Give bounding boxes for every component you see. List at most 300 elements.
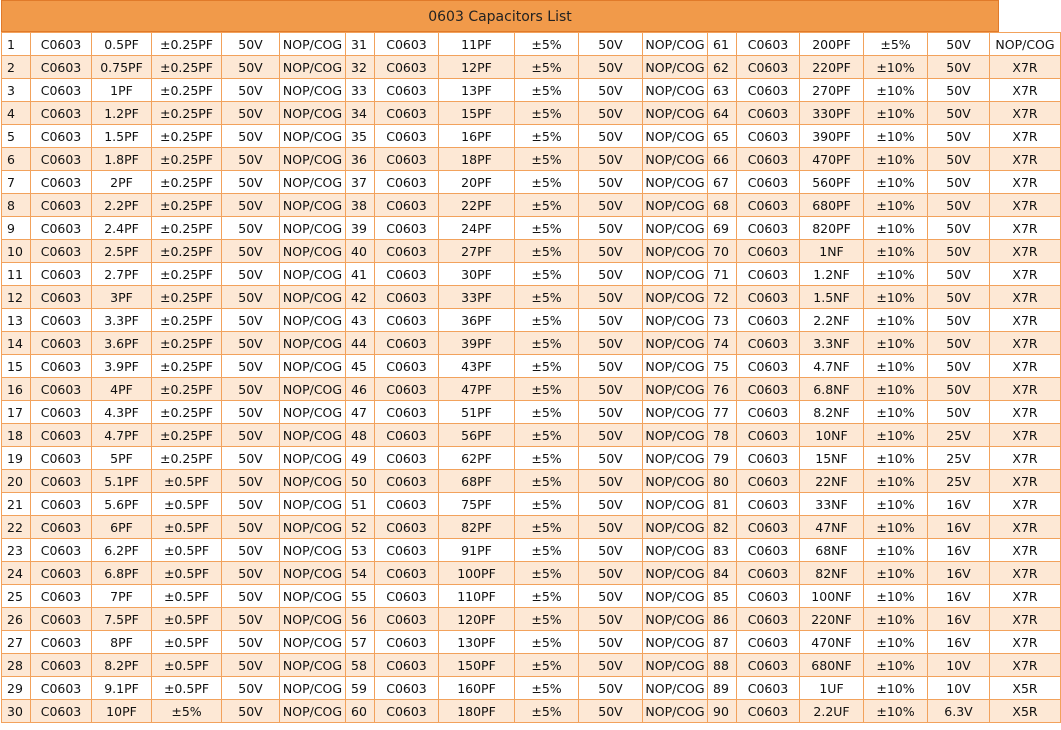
table-row — [2, 424, 1061, 447]
cell-dielectric: NOP/COG — [643, 447, 708, 470]
cell-dielectric: NOP/COG — [643, 608, 708, 631]
cell-index: 47 — [346, 401, 375, 424]
cell-dielectric: NOP/COG — [643, 33, 708, 56]
cell-package: C0603 — [31, 355, 92, 378]
cell-tolerance: ±5% — [515, 309, 579, 332]
cell-package: C0603 — [31, 102, 92, 125]
cell-capacitance: 8.2PF — [92, 654, 152, 677]
cell-tolerance: ±5% — [515, 447, 579, 470]
cell-index: 69 — [708, 217, 737, 240]
cell-package: C0603 — [31, 608, 92, 631]
cell-capacitance: 1.2NF — [800, 263, 864, 286]
cell-dielectric: NOP/COG — [643, 217, 708, 240]
cell-dielectric: X7R — [990, 470, 1061, 493]
cell-index: 2 — [2, 56, 31, 79]
cell-package: C0603 — [737, 263, 800, 286]
cell-tolerance: ±5% — [515, 33, 579, 56]
cell-index: 79 — [708, 447, 737, 470]
cell-voltage: 50V — [222, 378, 280, 401]
cell-package: C0603 — [737, 424, 800, 447]
cell-index: 11 — [2, 263, 31, 286]
cell-tolerance: ±10% — [864, 56, 928, 79]
cell-tolerance: ±0.5PF — [152, 631, 222, 654]
cell-tolerance: ±0.5PF — [152, 493, 222, 516]
cell-tolerance: ±0.25PF — [152, 125, 222, 148]
cell-package: C0603 — [31, 378, 92, 401]
cell-dielectric: X7R — [990, 585, 1061, 608]
cell-capacitance: 6.8NF — [800, 378, 864, 401]
cell-index: 50 — [346, 470, 375, 493]
cell-index: 46 — [346, 378, 375, 401]
cell-capacitance: 470PF — [800, 148, 864, 171]
cell-dielectric: X7R — [990, 493, 1061, 516]
cell-voltage: 16V — [928, 631, 990, 654]
cell-voltage: 50V — [579, 401, 643, 424]
cell-voltage: 50V — [579, 79, 643, 102]
cell-index: 22 — [2, 516, 31, 539]
cell-voltage: 50V — [222, 240, 280, 263]
cell-index: 42 — [346, 286, 375, 309]
cell-voltage: 50V — [222, 171, 280, 194]
cell-package: C0603 — [31, 332, 92, 355]
cell-package: C0603 — [31, 562, 92, 585]
cell-voltage: 50V — [579, 286, 643, 309]
cell-package: C0603 — [737, 194, 800, 217]
table-row — [2, 700, 1061, 723]
cell-voltage: 50V — [579, 33, 643, 56]
cell-tolerance: ±5% — [515, 516, 579, 539]
cell-index: 34 — [346, 102, 375, 125]
cell-tolerance: ±0.5PF — [152, 608, 222, 631]
cell-index: 82 — [708, 516, 737, 539]
cell-index: 37 — [346, 171, 375, 194]
cell-package: C0603 — [375, 125, 439, 148]
table-row — [2, 79, 1061, 102]
cell-voltage: 50V — [579, 240, 643, 263]
cell-dielectric: NOP/COG — [643, 240, 708, 263]
cell-capacitance: 150PF — [439, 654, 515, 677]
cell-package: C0603 — [31, 470, 92, 493]
cell-index: 6 — [2, 148, 31, 171]
cell-package: C0603 — [31, 424, 92, 447]
cell-tolerance: ±0.25PF — [152, 401, 222, 424]
cell-voltage: 25V — [928, 424, 990, 447]
cell-voltage: 50V — [579, 355, 643, 378]
cell-capacitance: 7PF — [92, 585, 152, 608]
cell-capacitance: 33PF — [439, 286, 515, 309]
cell-tolerance: ±10% — [864, 240, 928, 263]
cell-voltage: 50V — [222, 700, 280, 723]
table-row — [2, 608, 1061, 631]
cell-package: C0603 — [31, 194, 92, 217]
cell-index: 53 — [346, 539, 375, 562]
cell-tolerance: ±0.25PF — [152, 171, 222, 194]
cell-package: C0603 — [31, 171, 92, 194]
cell-dielectric: NOP/COG — [280, 171, 346, 194]
cell-dielectric: NOP/COG — [280, 516, 346, 539]
cell-index: 20 — [2, 470, 31, 493]
cell-capacitance: 8PF — [92, 631, 152, 654]
cell-voltage: 50V — [222, 286, 280, 309]
cell-voltage: 50V — [579, 194, 643, 217]
cell-voltage: 50V — [928, 309, 990, 332]
cell-package: C0603 — [737, 631, 800, 654]
cell-tolerance: ±10% — [864, 102, 928, 125]
cell-index: 18 — [2, 424, 31, 447]
cell-index: 10 — [2, 240, 31, 263]
cell-tolerance: ±0.5PF — [152, 539, 222, 562]
cell-package: C0603 — [375, 33, 439, 56]
cell-tolerance: ±5% — [515, 263, 579, 286]
cell-dielectric: NOP/COG — [643, 171, 708, 194]
cell-index: 27 — [2, 631, 31, 654]
cell-package: C0603 — [375, 516, 439, 539]
cell-dielectric: X7R — [990, 516, 1061, 539]
cell-voltage: 50V — [222, 539, 280, 562]
cell-index: 68 — [708, 194, 737, 217]
cell-capacitance: 680PF — [800, 194, 864, 217]
cell-capacitance: 16PF — [439, 125, 515, 148]
cell-voltage: 50V — [579, 378, 643, 401]
cell-tolerance: ±5% — [515, 240, 579, 263]
cell-index: 49 — [346, 447, 375, 470]
cell-package: C0603 — [31, 493, 92, 516]
cell-capacitance: 1NF — [800, 240, 864, 263]
cell-tolerance: ±10% — [864, 79, 928, 102]
cell-package: C0603 — [737, 378, 800, 401]
cell-index: 56 — [346, 608, 375, 631]
cell-dielectric: NOP/COG — [280, 263, 346, 286]
cell-voltage: 50V — [579, 424, 643, 447]
cell-index: 73 — [708, 309, 737, 332]
cell-dielectric: NOP/COG — [280, 401, 346, 424]
cell-package: C0603 — [737, 148, 800, 171]
cell-voltage: 50V — [579, 56, 643, 79]
cell-tolerance: ±10% — [864, 470, 928, 493]
cell-dielectric: X7R — [990, 562, 1061, 585]
cell-dielectric: NOP/COG — [280, 102, 346, 125]
table-row — [2, 194, 1061, 217]
cell-package: C0603 — [737, 125, 800, 148]
cell-dielectric: X7R — [990, 263, 1061, 286]
cell-dielectric: NOP/COG — [280, 608, 346, 631]
cell-package: C0603 — [737, 493, 800, 516]
cell-index: 77 — [708, 401, 737, 424]
cell-tolerance: ±10% — [864, 148, 928, 171]
cell-dielectric: X7R — [990, 125, 1061, 148]
cell-tolerance: ±0.25PF — [152, 79, 222, 102]
cell-tolerance: ±10% — [864, 194, 928, 217]
cell-dielectric: X7R — [990, 401, 1061, 424]
cell-package: C0603 — [31, 539, 92, 562]
cell-tolerance: ±10% — [864, 700, 928, 723]
cell-index: 87 — [708, 631, 737, 654]
cell-package: C0603 — [375, 631, 439, 654]
cell-package: C0603 — [375, 424, 439, 447]
cell-dielectric: NOP/COG — [280, 539, 346, 562]
cell-index: 75 — [708, 355, 737, 378]
cell-capacitance: 270PF — [800, 79, 864, 102]
cell-dielectric: NOP/COG — [643, 562, 708, 585]
cell-index: 7 — [2, 171, 31, 194]
cell-index: 35 — [346, 125, 375, 148]
cell-tolerance: ±10% — [864, 263, 928, 286]
cell-index: 28 — [2, 654, 31, 677]
cell-dielectric: NOP/COG — [643, 677, 708, 700]
cell-dielectric: X7R — [990, 539, 1061, 562]
cell-dielectric: NOP/COG — [643, 585, 708, 608]
cell-capacitance: 100NF — [800, 585, 864, 608]
cell-capacitance: 30PF — [439, 263, 515, 286]
cell-tolerance: ±0.25PF — [152, 102, 222, 125]
cell-voltage: 50V — [579, 148, 643, 171]
cell-dielectric: NOP/COG — [643, 355, 708, 378]
cell-capacitance: 82PF — [439, 516, 515, 539]
cell-dielectric: X7R — [990, 355, 1061, 378]
cell-voltage: 50V — [222, 33, 280, 56]
cell-dielectric: NOP/COG — [643, 700, 708, 723]
cell-index: 60 — [346, 700, 375, 723]
cell-index: 48 — [346, 424, 375, 447]
cell-voltage: 50V — [579, 309, 643, 332]
cell-tolerance: ±0.5PF — [152, 516, 222, 539]
cell-dielectric: NOP/COG — [990, 33, 1061, 56]
cell-voltage: 50V — [928, 171, 990, 194]
cell-package: C0603 — [375, 378, 439, 401]
cell-capacitance: 33NF — [800, 493, 864, 516]
cell-voltage: 50V — [579, 516, 643, 539]
cell-tolerance: ±0.5PF — [152, 654, 222, 677]
cell-index: 33 — [346, 79, 375, 102]
cell-index: 76 — [708, 378, 737, 401]
cell-capacitance: 3.3PF — [92, 309, 152, 332]
cell-capacitance: 24PF — [439, 217, 515, 240]
cell-index: 54 — [346, 562, 375, 585]
cell-package: C0603 — [375, 309, 439, 332]
cell-voltage: 50V — [579, 700, 643, 723]
cell-index: 88 — [708, 654, 737, 677]
cell-index: 51 — [346, 493, 375, 516]
cell-voltage: 50V — [222, 401, 280, 424]
cell-dielectric: NOP/COG — [643, 309, 708, 332]
cell-dielectric: NOP/COG — [643, 263, 708, 286]
cell-index: 30 — [2, 700, 31, 723]
cell-capacitance: 20PF — [439, 171, 515, 194]
cell-index: 84 — [708, 562, 737, 585]
cell-tolerance: ±5% — [515, 562, 579, 585]
cell-tolerance: ±5% — [515, 79, 579, 102]
table-row — [2, 332, 1061, 355]
cell-capacitance: 2.2UF — [800, 700, 864, 723]
cell-dielectric: NOP/COG — [280, 424, 346, 447]
cell-capacitance: 56PF — [439, 424, 515, 447]
cell-package: C0603 — [737, 516, 800, 539]
cell-package: C0603 — [737, 700, 800, 723]
cell-capacitance: 7.5PF — [92, 608, 152, 631]
cell-index: 16 — [2, 378, 31, 401]
cell-voltage: 16V — [928, 539, 990, 562]
cell-tolerance: ±10% — [864, 378, 928, 401]
cell-capacitance: 0.75PF — [92, 56, 152, 79]
table-row — [2, 562, 1061, 585]
cell-dielectric: NOP/COG — [280, 332, 346, 355]
cell-tolerance: ±10% — [864, 125, 928, 148]
cell-capacitance: 820PF — [800, 217, 864, 240]
cell-tolerance: ±10% — [864, 562, 928, 585]
cell-package: C0603 — [375, 148, 439, 171]
cell-dielectric: X7R — [990, 79, 1061, 102]
cell-tolerance: ±10% — [864, 217, 928, 240]
cell-voltage: 50V — [928, 217, 990, 240]
cell-voltage: 50V — [928, 240, 990, 263]
cell-dielectric: NOP/COG — [280, 677, 346, 700]
cell-dielectric: NOP/COG — [643, 631, 708, 654]
cell-index: 80 — [708, 470, 737, 493]
cell-voltage: 16V — [928, 608, 990, 631]
cell-voltage: 50V — [222, 516, 280, 539]
cell-voltage: 25V — [928, 470, 990, 493]
cell-index: 67 — [708, 171, 737, 194]
cell-voltage: 50V — [579, 631, 643, 654]
cell-capacitance: 2.4PF — [92, 217, 152, 240]
cell-package: C0603 — [375, 470, 439, 493]
cell-tolerance: ±10% — [864, 493, 928, 516]
cell-capacitance: 9.1PF — [92, 677, 152, 700]
table-row — [2, 309, 1061, 332]
cell-package: C0603 — [31, 585, 92, 608]
cell-dielectric: X5R — [990, 700, 1061, 723]
cell-tolerance: ±10% — [864, 332, 928, 355]
cell-voltage: 50V — [579, 677, 643, 700]
cell-capacitance: 1.5NF — [800, 286, 864, 309]
cell-capacitance: 11PF — [439, 33, 515, 56]
cell-package: C0603 — [737, 33, 800, 56]
cell-voltage: 50V — [222, 102, 280, 125]
cell-index: 41 — [346, 263, 375, 286]
cell-dielectric: X7R — [990, 447, 1061, 470]
cell-voltage: 50V — [579, 539, 643, 562]
cell-package: C0603 — [737, 401, 800, 424]
cell-capacitance: 62PF — [439, 447, 515, 470]
cell-package: C0603 — [375, 355, 439, 378]
cell-tolerance: ±5% — [515, 332, 579, 355]
table-row — [2, 263, 1061, 286]
cell-tolerance: ±10% — [864, 286, 928, 309]
table-row — [2, 125, 1061, 148]
cell-dielectric: NOP/COG — [643, 286, 708, 309]
cell-tolerance: ±5% — [515, 677, 579, 700]
cell-dielectric: X7R — [990, 654, 1061, 677]
cell-tolerance: ±10% — [864, 677, 928, 700]
cell-dielectric: NOP/COG — [280, 240, 346, 263]
cell-tolerance: ±10% — [864, 608, 928, 631]
cell-voltage: 50V — [928, 332, 990, 355]
cell-voltage: 50V — [222, 677, 280, 700]
cell-voltage: 10V — [928, 654, 990, 677]
cell-voltage: 50V — [222, 631, 280, 654]
cell-voltage: 25V — [928, 447, 990, 470]
table-row — [2, 102, 1061, 125]
cell-index: 74 — [708, 332, 737, 355]
cell-voltage: 50V — [928, 355, 990, 378]
cell-tolerance: ±0.25PF — [152, 56, 222, 79]
cell-index: 19 — [2, 447, 31, 470]
cell-package: C0603 — [737, 171, 800, 194]
cell-voltage: 50V — [579, 654, 643, 677]
cell-capacitance: 1PF — [92, 79, 152, 102]
cell-voltage: 50V — [222, 562, 280, 585]
table-row — [2, 286, 1061, 309]
cell-index: 43 — [346, 309, 375, 332]
cell-index: 15 — [2, 355, 31, 378]
cell-package: C0603 — [737, 217, 800, 240]
cell-tolerance: ±10% — [864, 447, 928, 470]
cell-tolerance: ±0.5PF — [152, 470, 222, 493]
cell-package: C0603 — [375, 654, 439, 677]
cell-index: 39 — [346, 217, 375, 240]
cell-dielectric: NOP/COG — [280, 194, 346, 217]
cell-tolerance: ±5% — [515, 286, 579, 309]
cell-index: 14 — [2, 332, 31, 355]
cell-dielectric: NOP/COG — [643, 401, 708, 424]
cell-index: 25 — [2, 585, 31, 608]
cell-dielectric: X7R — [990, 378, 1061, 401]
cell-capacitance: 6.2PF — [92, 539, 152, 562]
cell-package: C0603 — [737, 608, 800, 631]
table-row — [2, 378, 1061, 401]
cell-voltage: 50V — [222, 493, 280, 516]
table-body — [2, 33, 1061, 723]
cell-package: C0603 — [375, 608, 439, 631]
cell-dielectric: NOP/COG — [643, 332, 708, 355]
cell-index: 85 — [708, 585, 737, 608]
cell-tolerance: ±5% — [152, 700, 222, 723]
cell-capacitance: 330PF — [800, 102, 864, 125]
cell-voltage: 50V — [222, 654, 280, 677]
cell-voltage: 50V — [222, 217, 280, 240]
capacitor-table — [1, 32, 1061, 723]
cell-package: C0603 — [31, 217, 92, 240]
cell-tolerance: ±5% — [515, 401, 579, 424]
cell-tolerance: ±5% — [515, 700, 579, 723]
cell-dielectric: NOP/COG — [643, 125, 708, 148]
cell-capacitance: 120PF — [439, 608, 515, 631]
cell-capacitance: 200PF — [800, 33, 864, 56]
cell-voltage: 50V — [579, 263, 643, 286]
cell-tolerance: ±0.5PF — [152, 585, 222, 608]
cell-capacitance: 1.8PF — [92, 148, 152, 171]
cell-voltage: 50V — [928, 102, 990, 125]
cell-tolerance: ±10% — [864, 355, 928, 378]
cell-index: 64 — [708, 102, 737, 125]
cell-capacitance: 43PF — [439, 355, 515, 378]
cell-voltage: 50V — [928, 56, 990, 79]
cell-tolerance: ±0.25PF — [152, 424, 222, 447]
cell-voltage: 50V — [222, 309, 280, 332]
cell-dielectric: X7R — [990, 286, 1061, 309]
cell-package: C0603 — [31, 516, 92, 539]
cell-index: 13 — [2, 309, 31, 332]
cell-capacitance: 36PF — [439, 309, 515, 332]
cell-capacitance: 51PF — [439, 401, 515, 424]
cell-package: C0603 — [31, 125, 92, 148]
cell-capacitance: 390PF — [800, 125, 864, 148]
cell-voltage: 50V — [579, 171, 643, 194]
table-row — [2, 148, 1061, 171]
cell-capacitance: 130PF — [439, 631, 515, 654]
cell-dielectric: X5R — [990, 677, 1061, 700]
cell-dielectric: NOP/COG — [280, 378, 346, 401]
